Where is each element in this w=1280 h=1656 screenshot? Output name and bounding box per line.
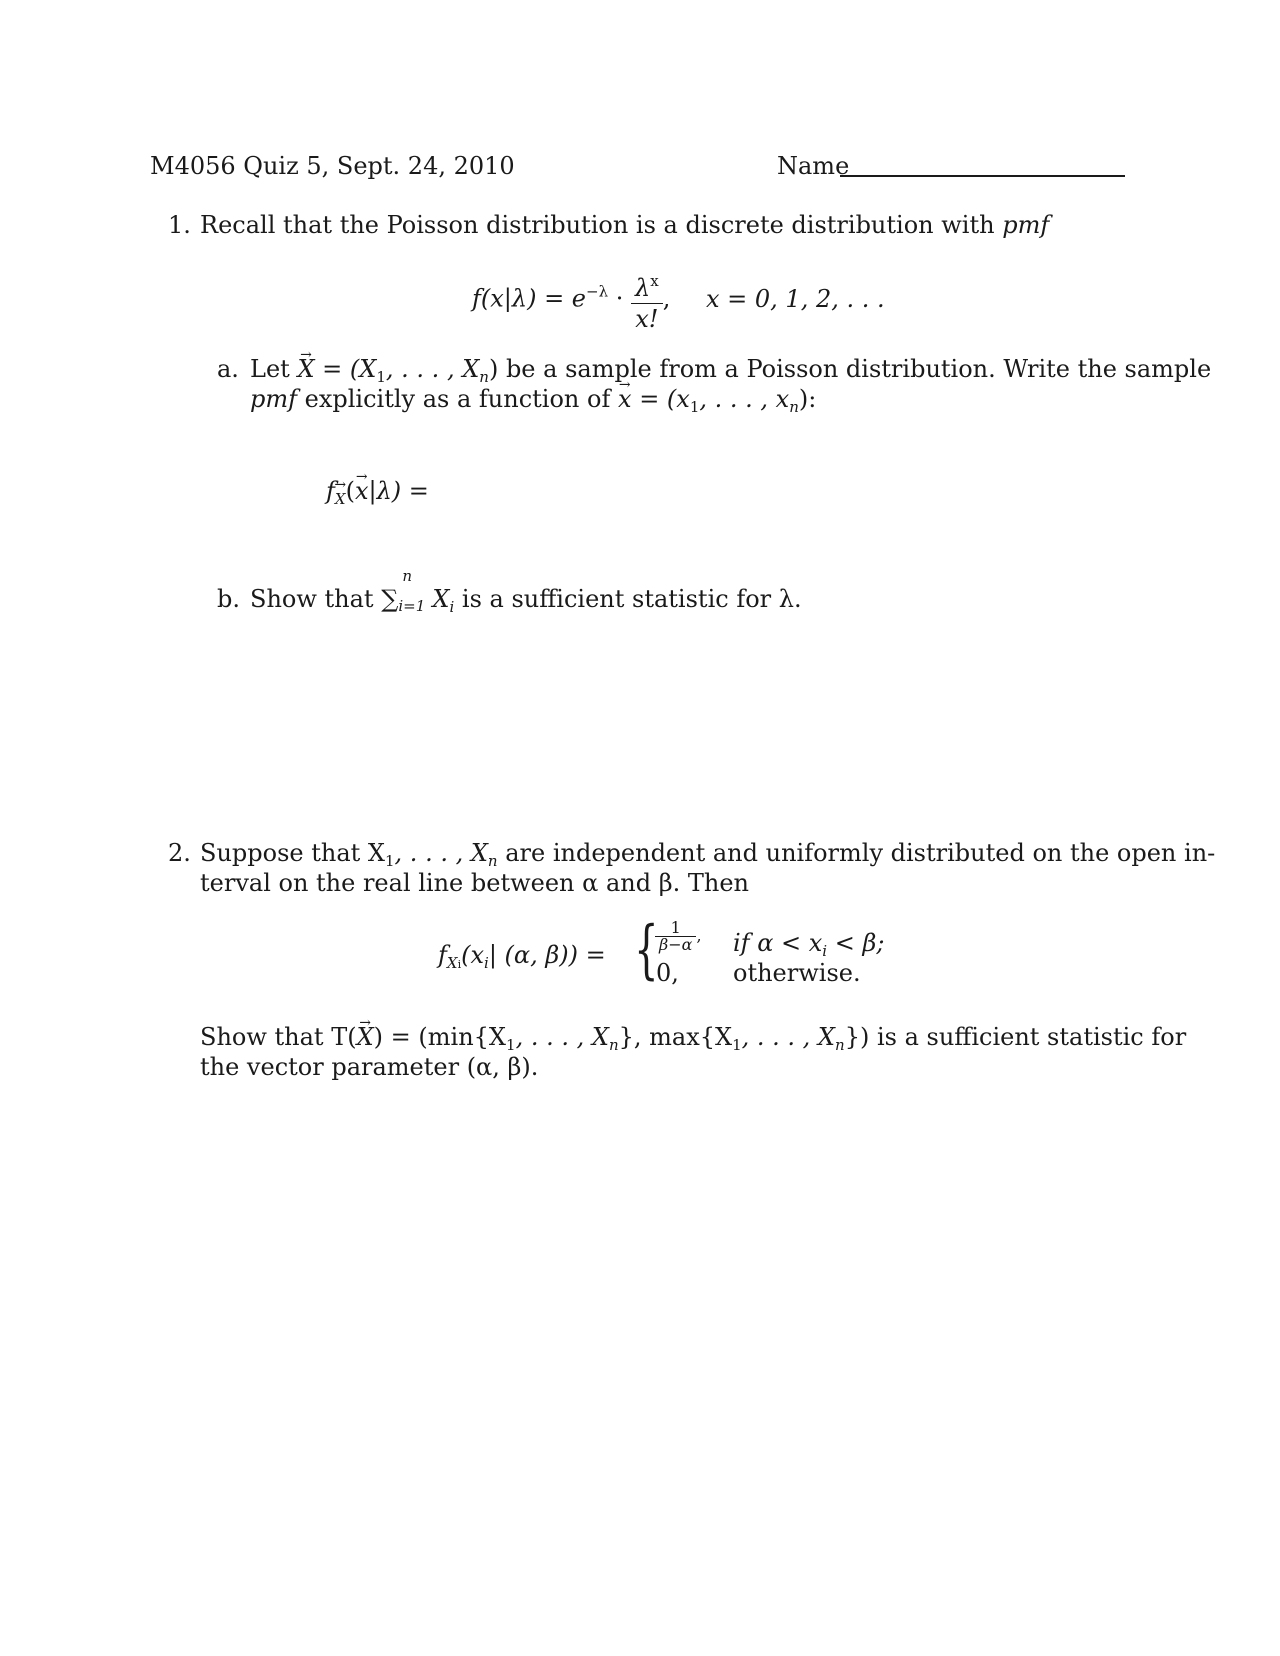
- q1a-label: a.: [217, 355, 239, 383]
- poisson-formula-lhs: f(x|λ) = e: [472, 284, 587, 313]
- q1a-line2: pmf explicitly as a function of → $x = (x_1$, . . . , $x_n$):: [250, 384, 816, 422]
- sum-symbol: ∑: [381, 585, 399, 613]
- vector-X: → X: [297, 354, 314, 384]
- q2-line2: terval on the real line between α and β. Then: [200, 869, 749, 897]
- cases-brace: {: [634, 913, 659, 987]
- case1-condition: if $\alpha < x_i < \beta$;: [733, 929, 885, 960]
- uniform-pdf-lhs: $f_{Xi}(x_i|$ (α, β)) =: [438, 941, 606, 972]
- name-label: Name: [777, 152, 850, 180]
- case1-fraction: $\frac{1}{\beta-\alpha}$ ,: [655, 920, 702, 953]
- q2-show-line2: the vector parameter (α, β).: [200, 1053, 539, 1081]
- q2-line1: Suppose that $X_1$, . . . , $X_n$ are independent and uniformly distributed on the open in-: [200, 839, 1216, 870]
- poisson-fraction-numerator: $\lambda^x$: [635, 272, 659, 302]
- poisson-dot: ·: [615, 284, 624, 313]
- poisson-fraction: [631, 266, 663, 334]
- sample-pmf-expression: f→ $_X$(→ x|λ) =: [326, 476, 429, 514]
- name-blank-line[interactable]: [840, 175, 1125, 177]
- poisson-fraction-denominator: x!: [631, 303, 663, 334]
- q1-intro: [200, 210, 1049, 240]
- q1a-line1: Let → $X = (X_1$, . . . , $X_n$) be a sample from a Poisson distribution. Write the sample: [250, 354, 1211, 392]
- poisson-formula: [472, 266, 670, 334]
- vector-x: → x: [618, 384, 632, 414]
- quiz-title: M4056 Quiz 5, Sept. 24, 2010: [150, 152, 515, 180]
- q1-intro-text: Recall that the Poisson distribution is a discrete distribution with: [200, 211, 995, 239]
- poisson-exponent: −λ: [586, 282, 609, 301]
- poisson-comma: ,: [662, 284, 671, 313]
- q1-pmf-word: pmf: [1002, 211, 1050, 239]
- q2-number: 2.: [168, 839, 191, 867]
- case2-condition: otherwise.: [733, 959, 861, 987]
- q1b-label: b.: [217, 585, 240, 613]
- poisson-support: x = 0, 1, 2, . . .: [706, 285, 885, 313]
- q2-show-line1: Show that $T(\to X) = (\min\{X_1$, . . . , $X_n$}, $\max\{X_1$, . . . , $X_n$}) is a sufficient statistic for: [200, 1022, 1186, 1060]
- case2-value: 0,: [656, 959, 679, 987]
- q1-number: 1.: [168, 211, 191, 239]
- q1b-text: Show that ∑ n i=1 $X_i$ is a sufficient statistic for λ.: [250, 567, 802, 616]
